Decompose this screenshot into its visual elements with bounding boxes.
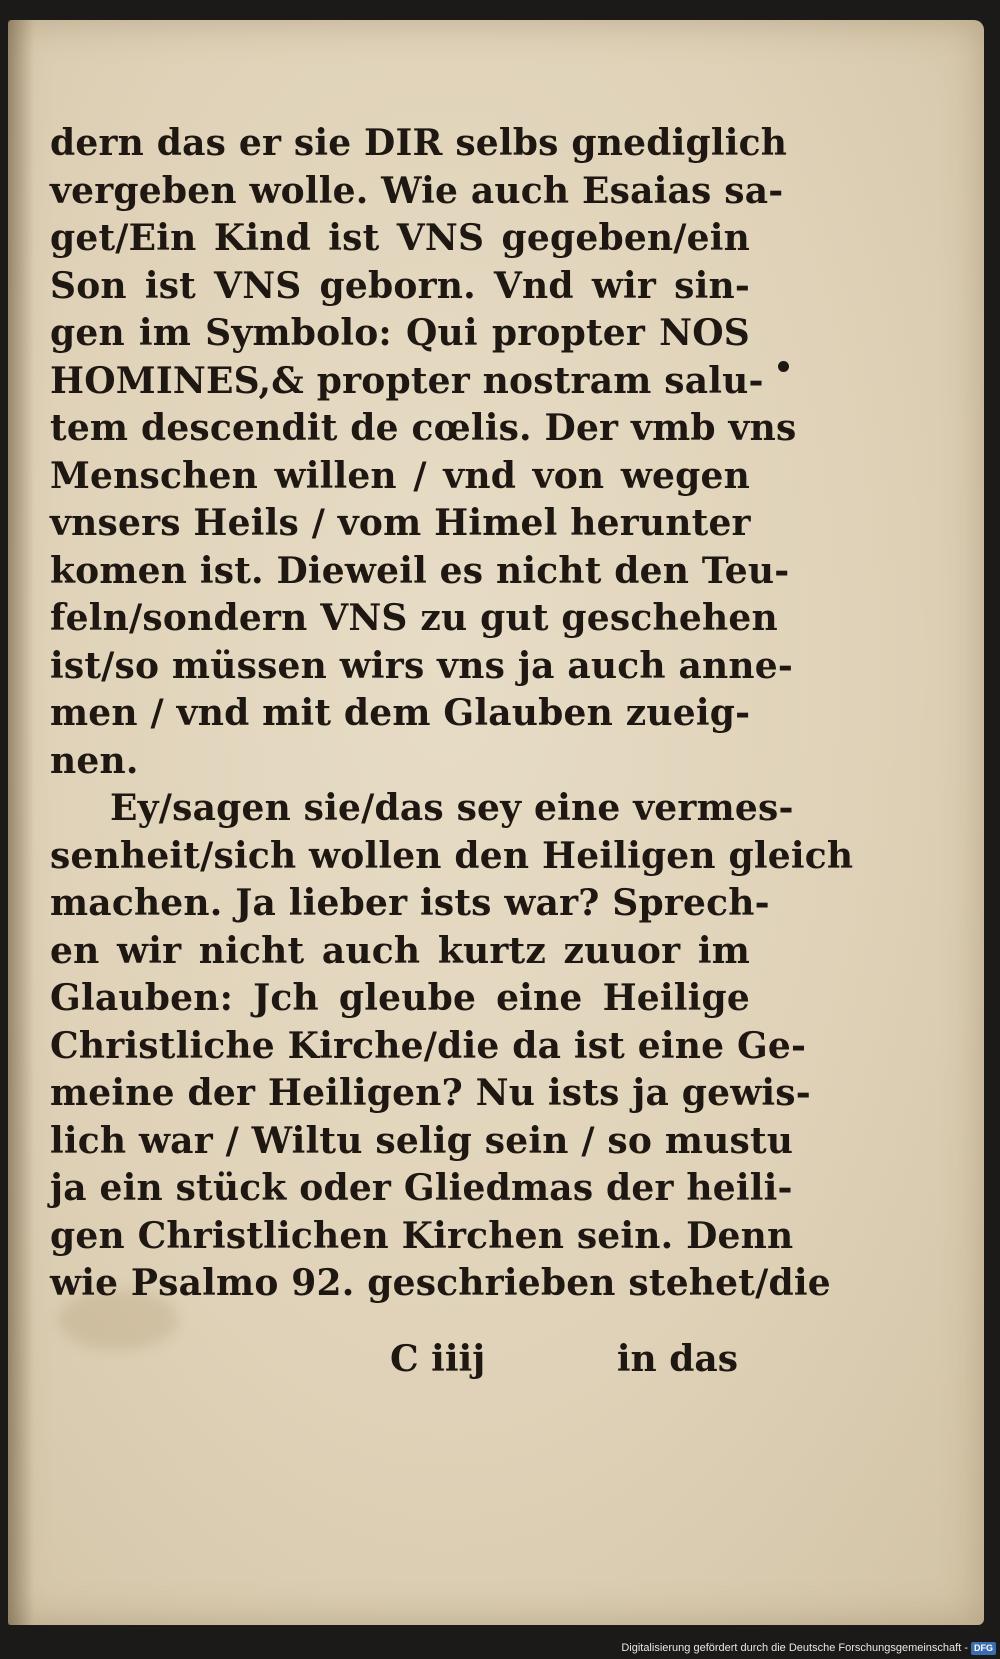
page-footer [50, 1338, 750, 1388]
text-line: komen ist. Dieweil es nicht den Teu- [50, 549, 790, 592]
text-line: senheit/sich wollen den Heiligen gleich [50, 834, 854, 877]
text-line: Glauben: Jch gleube eine Heilige [50, 977, 750, 1019]
text-line: vnsers Heils / vom Himel herunter [50, 502, 751, 544]
text-line: wie Psalmo 92. geschrieben stehet/die [50, 1262, 831, 1304]
digitization-credit [600, 1640, 996, 1657]
signature-mark: C iiij [390, 1338, 486, 1380]
text-line: Christliche Kirche/die da ist eine Ge- [50, 1024, 807, 1067]
paragraph-start-line: Ey/sagen sie/das sey eine vermes- [110, 787, 794, 829]
catchword: in das [616, 1338, 738, 1380]
text-line: feln/sondern VNS zu gut geschehen [50, 597, 778, 639]
text-line: vergeben wolle. Wie auch Esaias sa- [50, 169, 784, 212]
page-text-block [50, 120, 854, 1308]
text-line: tem descendit de cœlis. Der vmb vns [50, 407, 797, 449]
text-line: lich war / Wiltu selig sein / so mustu [50, 1119, 794, 1162]
text-line: machen. Ja lieber ists war? Sprech- [50, 882, 770, 924]
text-line: HOMINES,& propter nostram salu- [50, 359, 764, 402]
text-line: dern das er sie DIR selbs gnediglich [50, 122, 788, 164]
dfg-logo-badge: DFG [971, 1642, 996, 1655]
text-line: Son ist VNS geborn. Vnd wir sin- [50, 264, 750, 307]
text-line: men / vnd mit dem Glauben zueig- [50, 692, 751, 734]
text-line: gen Christlichen Kirchen sein. Denn [50, 1214, 794, 1257]
text-line: en wir nicht auch kurtz zuuor im [50, 929, 750, 972]
book-page [8, 20, 984, 1625]
margin-dot-mark [778, 361, 789, 372]
text-line: gen im Symbolo: Qui propter NOS [50, 312, 750, 354]
page-spine-shadow [8, 20, 34, 1625]
text-line: nen. [50, 739, 139, 782]
text-line: get/Ein Kind ist VNS gegeben/ein [50, 217, 750, 259]
text-line: ist/so müssen wirs vns ja auch anne- [50, 644, 794, 687]
text-line: meine der Heiligen? Nu ists ja gewis- [50, 1072, 811, 1114]
text-line: ja ein stück oder Gliedmas der heili- [50, 1167, 793, 1209]
text-line: Menschen willen / vnd von wegen [50, 454, 750, 497]
credit-text: Digitalisierung gefördert durch die Deutsche Forschungsgemeinschaft - [621, 1642, 968, 1654]
